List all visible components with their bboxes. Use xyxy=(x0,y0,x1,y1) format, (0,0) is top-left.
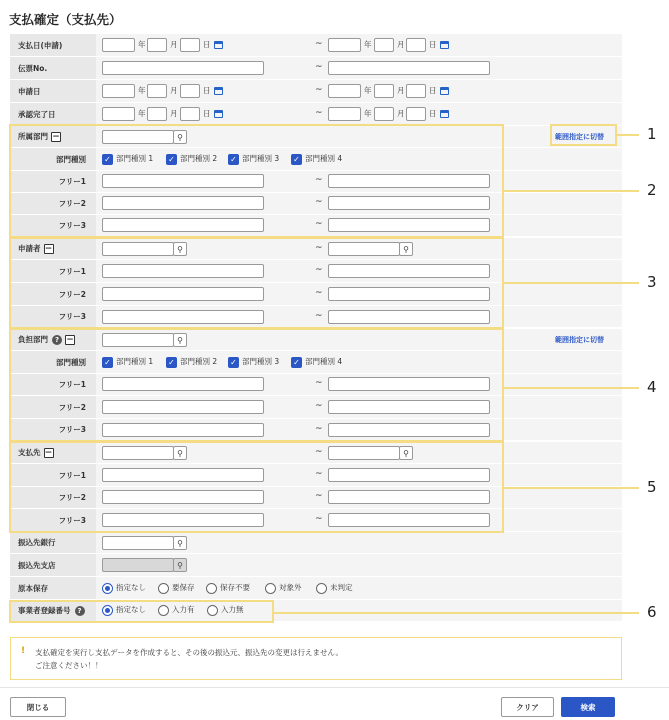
checkbox-dept-type-1[interactable]: ✓ xyxy=(102,154,113,165)
search-icon: ⚲ xyxy=(173,558,187,572)
highlight-box-payee xyxy=(9,441,504,533)
year-unit: 年 xyxy=(138,109,146,118)
storage-option-label: 指定なし xyxy=(116,583,146,592)
radio-storage-none[interactable] xyxy=(102,583,113,594)
payment-date-from-month-input[interactable] xyxy=(147,38,167,52)
checkbox-dept-type-4[interactable]: ✓ xyxy=(291,154,302,165)
calendar-icon[interactable] xyxy=(440,41,449,49)
day-unit: 日 xyxy=(429,86,437,95)
search-icon[interactable]: ⚲ xyxy=(173,333,187,347)
label-free3: フリー3 xyxy=(10,306,96,327)
year-unit: 年 xyxy=(364,40,372,49)
range-tilde: ~ xyxy=(315,197,323,207)
highlight-box-burden-dept xyxy=(9,328,504,442)
branch-input xyxy=(102,558,174,572)
callout-line-5 xyxy=(504,487,639,489)
row-approved-date xyxy=(10,103,622,126)
range-tilde: ~ xyxy=(315,378,323,388)
checkbox-dept-type-2[interactable]: ✓ xyxy=(166,357,177,368)
radio-storage-unneeded[interactable] xyxy=(206,583,217,594)
storage-option-label: 未判定 xyxy=(330,583,353,592)
clear-button[interactable]: クリア xyxy=(501,697,554,717)
day-unit: 日 xyxy=(429,109,437,118)
range-tilde: ~ xyxy=(315,491,323,501)
label-approved-date: 承認完了日 xyxy=(10,103,96,125)
storage-option-label: 対象外 xyxy=(279,583,302,592)
payment-date-from-day-input[interactable] xyxy=(180,38,200,52)
calendar-icon[interactable] xyxy=(440,110,449,118)
dept-type-1-label: 部門種別 1 xyxy=(116,154,154,163)
range-tilde: ~ xyxy=(315,514,323,524)
dept-type-4-label: 部門種別 4 xyxy=(305,357,343,366)
collapse-minus-icon[interactable]: − xyxy=(44,447,53,458)
storage-option-label: 要保存 xyxy=(172,583,195,592)
range-tilde: ~ xyxy=(315,447,323,457)
registration-option-label: 指定なし xyxy=(116,605,146,614)
footer-divider xyxy=(0,687,669,688)
row-branch xyxy=(10,554,622,577)
search-icon[interactable]: ⚲ xyxy=(173,130,187,144)
collapse-minus-icon[interactable]: − xyxy=(66,334,74,345)
day-unit: 日 xyxy=(203,40,211,49)
label-free2: フリー2 xyxy=(10,487,96,508)
month-unit: 月 xyxy=(397,40,405,49)
dept-type-3-label: 部門種別 3 xyxy=(242,154,280,163)
range-tilde: ~ xyxy=(315,85,323,95)
day-unit: 日 xyxy=(203,86,211,95)
calendar-icon[interactable] xyxy=(440,87,449,95)
range-switch-link[interactable]: 範囲指定に切替 xyxy=(555,336,604,344)
year-unit: 年 xyxy=(364,86,372,95)
dept-type-4-label: 部門種別 4 xyxy=(305,154,343,163)
label-original-storage: 原本保存 xyxy=(10,577,96,599)
warning-notice xyxy=(10,637,622,680)
label-free2: フリー2 xyxy=(10,396,96,418)
day-unit: 日 xyxy=(429,40,437,49)
label-free3: フリー3 xyxy=(10,509,96,531)
highlight-box-range-switch xyxy=(550,124,617,146)
callout-number-3: 3 xyxy=(647,273,657,291)
help-question-icon[interactable]: ? xyxy=(75,606,85,616)
notice-line-2: ご注意ください！！ xyxy=(35,661,103,670)
range-tilde: ~ xyxy=(315,288,323,298)
label-free1: フリー1 xyxy=(10,464,96,486)
checkbox-dept-type-1[interactable]: ✓ xyxy=(102,357,113,368)
radio-storage-required[interactable] xyxy=(158,583,169,594)
highlight-box-registration xyxy=(9,600,274,623)
highlight-box-applicant xyxy=(9,237,504,329)
range-tilde: ~ xyxy=(315,175,323,185)
label-apply-date: 申請日 xyxy=(10,80,96,102)
day-unit: 日 xyxy=(203,109,211,118)
apply-date-to-month-input[interactable] xyxy=(374,84,394,98)
range-tilde: ~ xyxy=(315,469,323,479)
page-title: 支払確定（支払先） xyxy=(9,12,122,27)
month-unit: 月 xyxy=(170,86,178,95)
label-free1: フリー1 xyxy=(10,260,96,282)
collapse-minus-icon[interactable]: − xyxy=(44,243,53,254)
row-payment-date xyxy=(10,34,622,57)
apply-date-from-month-input[interactable] xyxy=(147,84,167,98)
month-unit: 月 xyxy=(170,109,178,118)
dept-type-2-label: 部門種別 2 xyxy=(180,154,218,163)
approved-date-to-day-input[interactable] xyxy=(406,107,426,121)
calendar-icon[interactable] xyxy=(214,87,223,95)
label-free3: フリー3 xyxy=(10,419,96,440)
highlight-box-dept xyxy=(9,124,504,238)
radio-storage-undetermined[interactable] xyxy=(316,583,327,594)
burden-dept-label-text: 負担部門 xyxy=(18,335,48,344)
search-icon[interactable]: ⚲ xyxy=(399,242,413,256)
payment-date-to-day-input[interactable] xyxy=(406,38,426,52)
label-slip-no: 伝票No. xyxy=(10,57,96,79)
approved-date-from-year-input[interactable] xyxy=(102,107,135,121)
range-tilde: ~ xyxy=(315,265,323,275)
callout-number-4: 4 xyxy=(647,378,657,396)
callout-number-6: 6 xyxy=(647,603,657,621)
dept-type-3-label: 部門種別 3 xyxy=(242,357,280,366)
callout-number-2: 2 xyxy=(647,181,657,199)
range-tilde: ~ xyxy=(315,243,323,253)
callout-line-3 xyxy=(504,282,639,284)
registration-option-label: 入力無 xyxy=(221,605,244,614)
row-apply-date xyxy=(10,80,622,103)
payment-date-to-year-input[interactable] xyxy=(328,38,361,52)
collapse-minus-icon[interactable]: − xyxy=(52,131,60,142)
label-branch: 振込先支店 xyxy=(10,554,96,576)
approved-date-to-year-input[interactable] xyxy=(328,107,361,121)
search-icon[interactable]: ⚲ xyxy=(173,536,187,550)
calendar-icon[interactable] xyxy=(214,41,223,49)
payment-date-from-year-input[interactable] xyxy=(102,38,135,52)
range-tilde: ~ xyxy=(315,108,323,118)
radio-storage-excluded[interactable] xyxy=(265,583,276,594)
slip-no-to-input[interactable] xyxy=(328,61,490,75)
range-tilde: ~ xyxy=(315,311,323,321)
year-unit: 年 xyxy=(364,109,372,118)
range-tilde: ~ xyxy=(315,401,323,411)
label-payment-date: 支払日(申請) xyxy=(10,34,96,56)
calendar-icon[interactable] xyxy=(214,110,223,118)
bank-input[interactable] xyxy=(102,536,174,550)
approved-date-from-month-input[interactable] xyxy=(147,107,167,121)
range-switch-link[interactable]: 範囲指定に切替 xyxy=(555,133,604,141)
month-unit: 月 xyxy=(397,86,405,95)
label-dept-type: 部門種別 xyxy=(10,351,96,373)
help-question-icon[interactable]: ? xyxy=(52,335,62,345)
label-free2: フリー2 xyxy=(10,193,96,214)
callout-number-1: 1 xyxy=(647,125,657,143)
warning-icon: ! xyxy=(21,646,26,656)
search-icon[interactable]: ⚲ xyxy=(173,446,187,460)
row-slip-no xyxy=(10,57,622,80)
label-dept-type: 部門種別 xyxy=(10,148,96,170)
checkbox-dept-type-3[interactable]: ✓ xyxy=(228,154,239,165)
month-unit: 月 xyxy=(170,40,178,49)
callout-line-1 xyxy=(617,134,639,136)
payment-date-to-month-input[interactable] xyxy=(374,38,394,52)
apply-date-to-year-input[interactable] xyxy=(328,84,361,98)
checkbox-dept-type-2[interactable]: ✓ xyxy=(166,154,177,165)
month-unit: 月 xyxy=(397,109,405,118)
registration-no-label-text: 事業者登録番号 xyxy=(18,606,71,615)
callout-line-6 xyxy=(274,612,639,614)
apply-date-from-year-input[interactable] xyxy=(102,84,135,98)
checkbox-dept-type-3[interactable]: ✓ xyxy=(228,357,239,368)
apply-date-to-day-input[interactable] xyxy=(406,84,426,98)
apply-date-from-day-input[interactable] xyxy=(180,84,200,98)
slip-no-from-input[interactable] xyxy=(102,61,264,75)
callout-line-4 xyxy=(504,387,639,389)
storage-option-label: 保存不要 xyxy=(220,583,250,592)
applicant-label-text: 申請者 xyxy=(18,244,41,253)
approved-date-to-month-input[interactable] xyxy=(374,107,394,121)
range-tilde: ~ xyxy=(315,39,323,49)
checkbox-dept-type-4[interactable]: ✓ xyxy=(291,357,302,368)
label-free1: フリー1 xyxy=(10,374,96,395)
range-tilde: ~ xyxy=(315,219,323,229)
payee-label-text: 支払先 xyxy=(18,448,41,457)
notice-line-1: 支払確定を実行し支払データを作成すると、その後の振込元、振込先の変更は行えません。 xyxy=(35,648,343,657)
label-bank: 振込先銀行 xyxy=(10,532,96,553)
label-free3: フリー3 xyxy=(10,215,96,236)
search-icon[interactable]: ⚲ xyxy=(399,446,413,460)
year-unit: 年 xyxy=(138,40,146,49)
label-free2: フリー2 xyxy=(10,283,96,305)
dept-type-2-label: 部門種別 2 xyxy=(180,357,218,366)
search-icon[interactable]: ⚲ xyxy=(173,242,187,256)
search-button[interactable]: 検索 xyxy=(561,697,615,717)
registration-option-label: 入力有 xyxy=(172,605,195,614)
range-tilde: ~ xyxy=(315,62,323,72)
dept-type-1-label: 部門種別 1 xyxy=(116,357,154,366)
row-original-storage xyxy=(10,577,622,600)
range-tilde: ~ xyxy=(315,424,323,434)
label-free1: フリー1 xyxy=(10,171,96,192)
callout-line-2 xyxy=(504,190,639,192)
dept-label-text: 所属部門 xyxy=(18,132,48,141)
close-button[interactable]: 閉じる xyxy=(10,697,66,717)
year-unit: 年 xyxy=(138,86,146,95)
callout-number-5: 5 xyxy=(647,478,657,496)
row-bank xyxy=(10,532,622,554)
approved-date-from-day-input[interactable] xyxy=(180,107,200,121)
